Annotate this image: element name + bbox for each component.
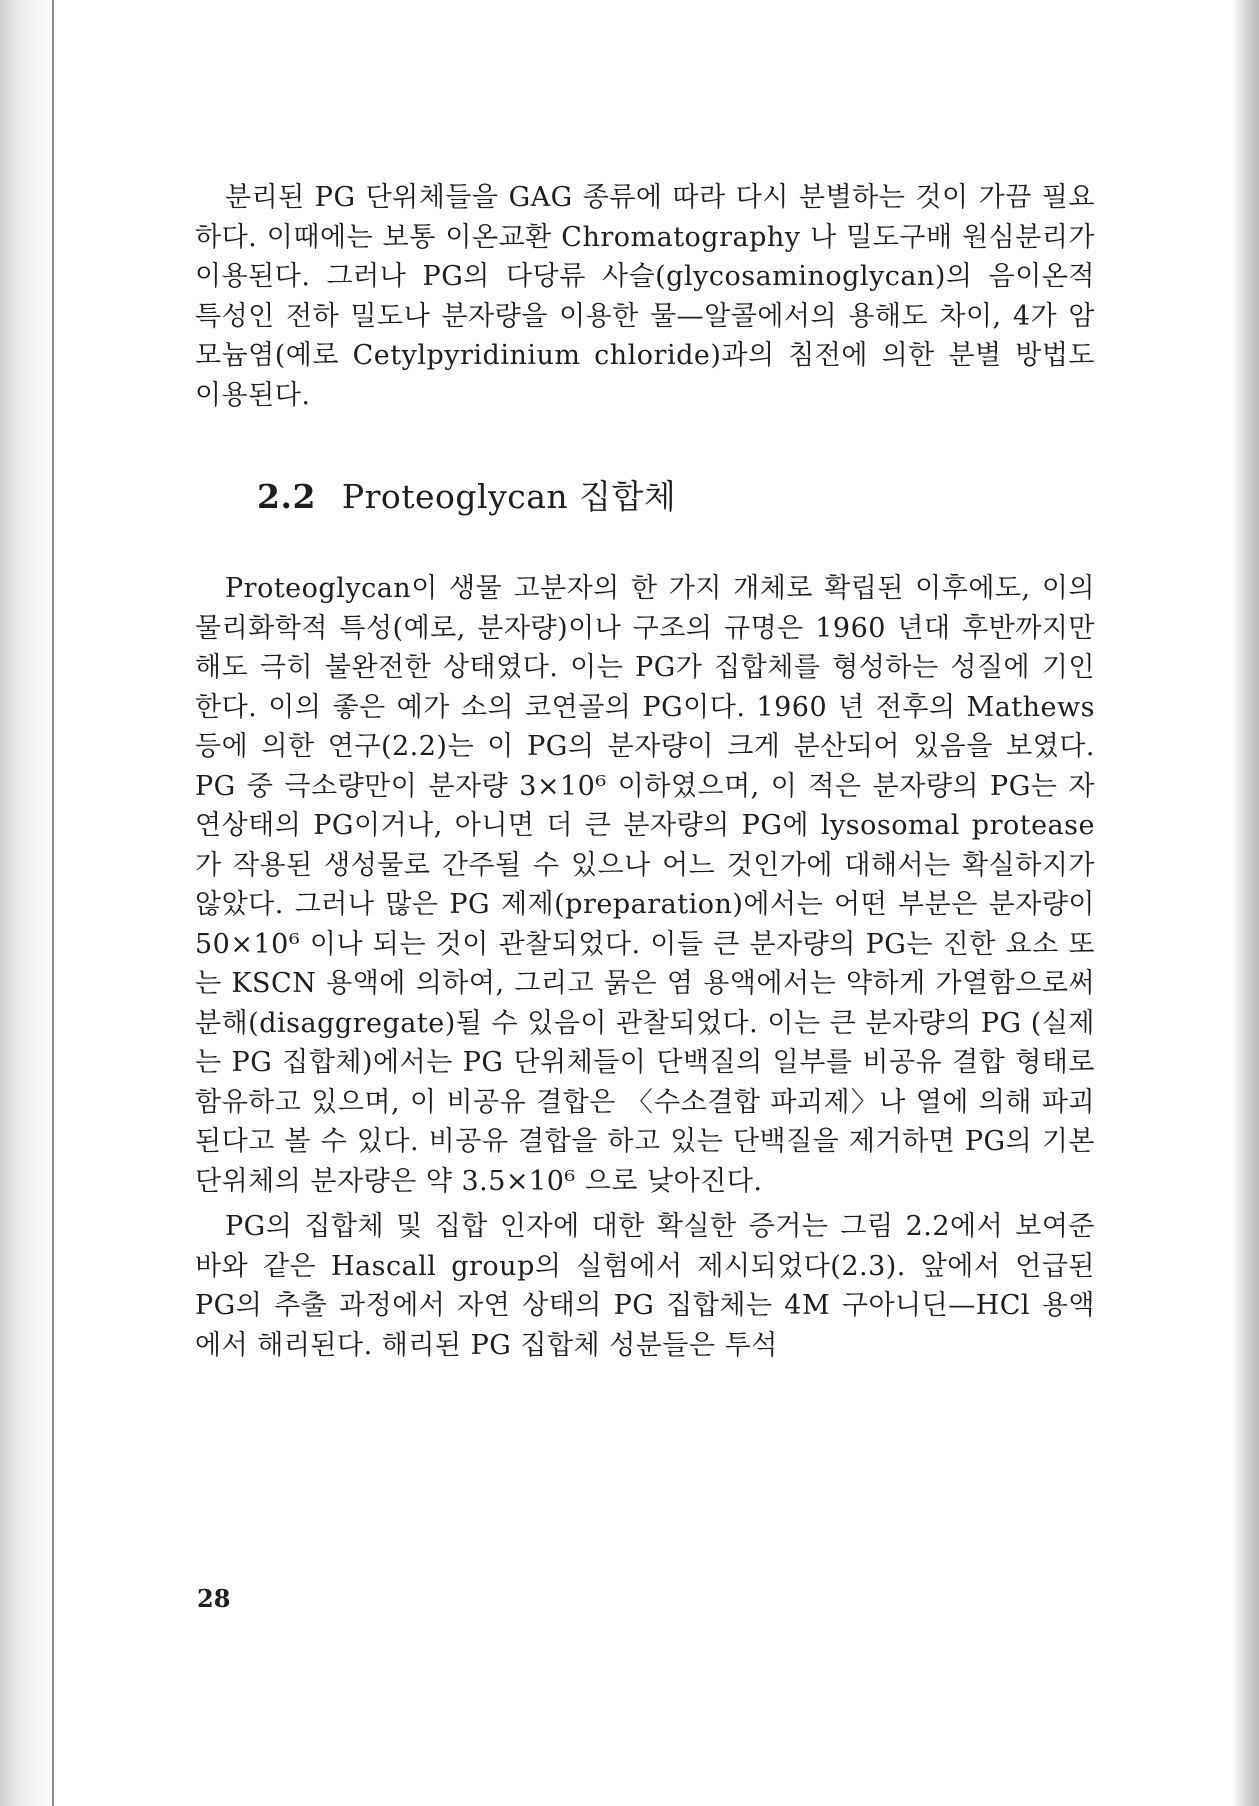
page-body (195, 178, 1095, 1365)
section-title: Proteoglycan 집합체 (341, 477, 677, 516)
section-heading (257, 477, 1095, 517)
paragraph-proteoglycan-history: Proteoglycan이 생물 고분자의 한 가지 개체로 확립된 이후에도, 이의 물리화학적 특성(예로, 분자량)이나 구조의 규명은 1960 년대 후반까지만 해도 극히 불완전한 상태였다. 이는 PG가 집합체를 형성하는 성질에 기인한다. 이의 좋은 예가 소의 코연골의 PG이다. 1960 년 전후의 Mathews 등에 의한 연구(2.2)는 이 PG의 분자량이 크게 분산되어 있음을 보였다. PG 중 극소량만이 분자량 3×10⁶ 이하였으며, 이 적은 분자량의 PG는 자연상태의 PG이거나, 아니면 더 큰 분자량의 PG에 lysosomal protease가 작용된 생성물로 간주될 수 있으나 어느 것인가에 대해서는 확실하지가 않았다. 그러나 많은 PG 제제(preparation)에서는 어떤 부분은 분자량이 50×10⁶ 이나 되는 것이 관찰되었다. 이들 큰 분자량의 PG는 진한 요소 또는 KSCN 용액에 의하여, 그리고 묽은 염 용액에서는 약하게 가열함으로써 분해(disaggregate)될 수 있음이 관찰되었다. 이는 큰 분자량의 PG (실제는 PG 집합체)에서는 PG 단위체들이 단백질의 일부를 비공유 결합 형태로 함유하고 있으며, 이 비공유 결합은 〈수소결합 파괴제〉나 열에 의해 파괴된다고 볼 수 있다. 비공유 결합을 하고 있는 단백질을 제거하면 PG의 기본 단위체의 분자량은 약 3.5×10⁶ 으로 낮아진다. (195, 573, 1095, 1197)
paragraph-fractionation: 분리된 PG 단위체들을 GAG 종류에 따라 다시 분별하는 것이 가끔 필요하다. 이때에는 보통 이온교환 Chromatography 나 밀도구배 원심분리가 이용된다. 그러나 PG의 다당류 사슬(glycosaminoglycan)의 음이온적 특성인 전하 밀도나 분자량을 이용한 물—알콜에서의 용해도 차이, 4가 암모늄염(예로 Cetylpyridinium chloride)과의 침전에 의한 분별 방법도 이용된다. (195, 182, 1095, 411)
section-number: 2.2 (257, 477, 316, 516)
page-binding-shadow (0, 0, 58, 1806)
paragraph-aggregate-evidence: PG의 집합체 및 집합 인자에 대한 확실한 증거는 그림 2.2에서 보여준 바와 같은 Hascall group의 실험에서 제시되었다(2.3). 앞에서 언급된 PG의 추출 과정에서 자연 상태의 PG 집합체는 4M 구아니딘—HCl 용액에서 해리된다. 해리된 PG 집합체 성분들은 투석 (195, 1211, 1095, 1361)
page-edge-shadow (1231, 0, 1259, 1806)
page-number: 28 (197, 1584, 231, 1613)
